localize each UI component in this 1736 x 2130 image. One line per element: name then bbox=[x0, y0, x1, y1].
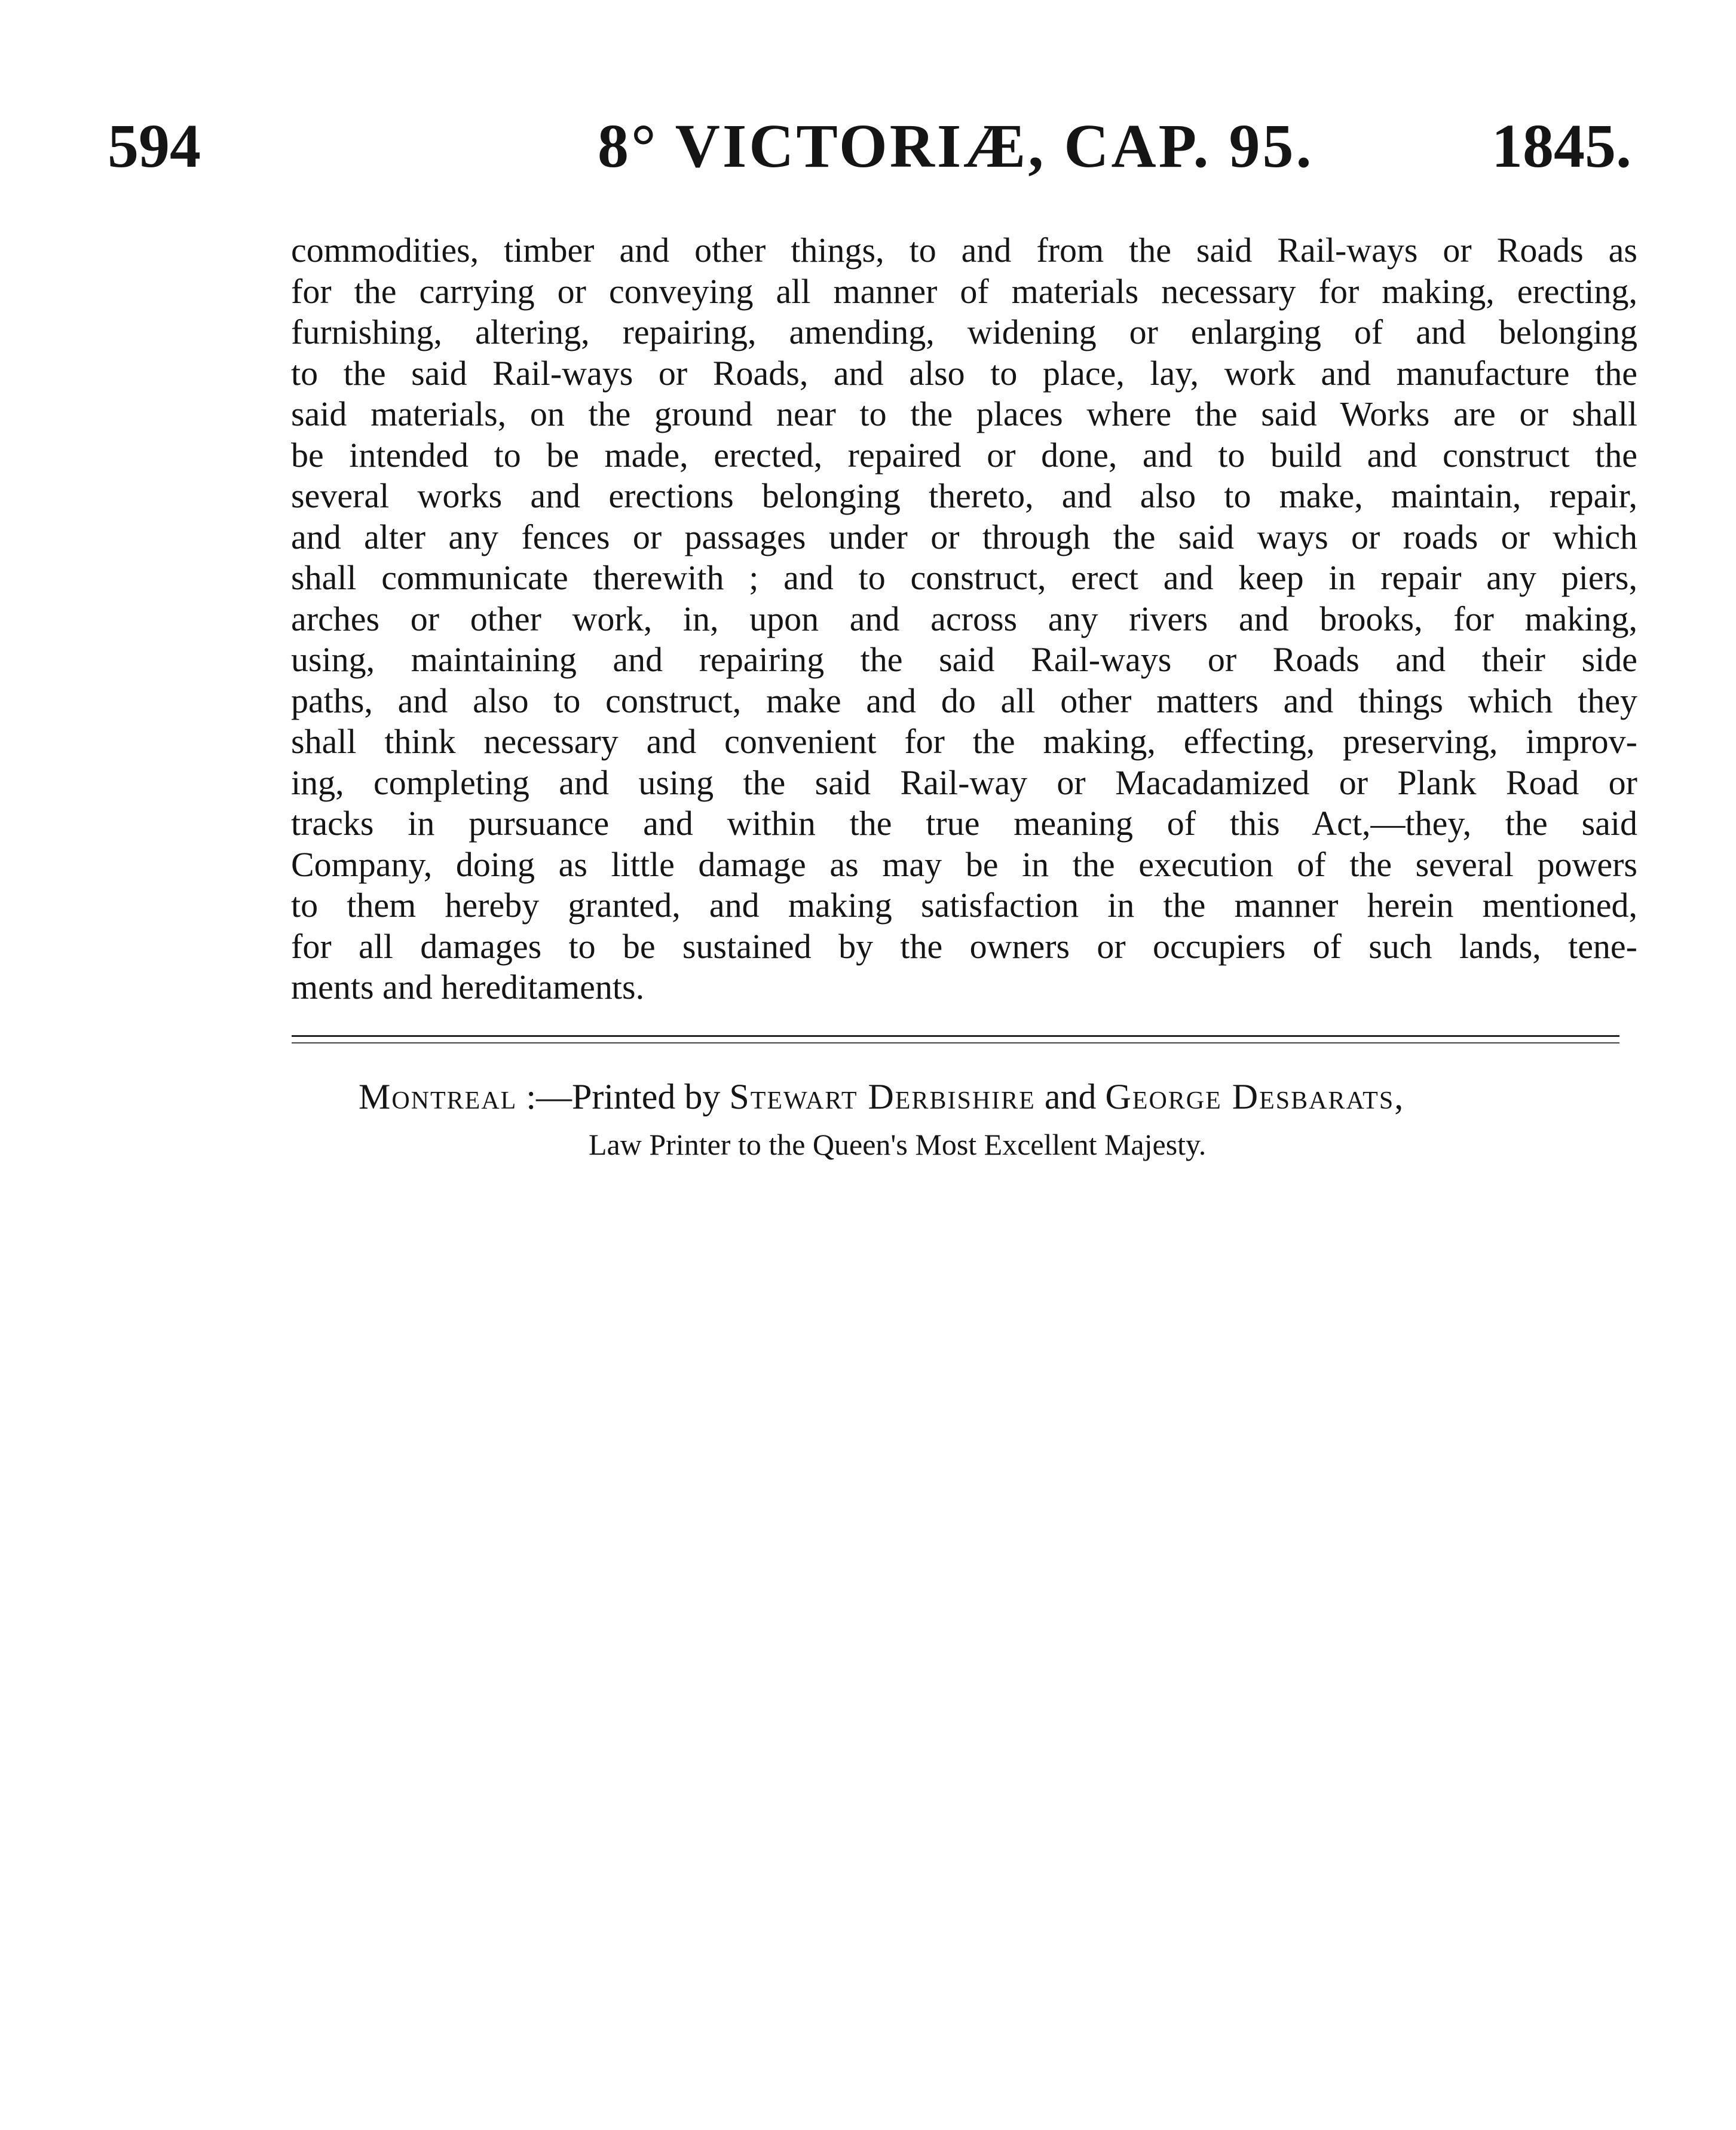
double-rule-divider bbox=[292, 1035, 1619, 1043]
body-line: ing, completing and using the said Rail-way or Macadamized or Plank Road or bbox=[291, 763, 1637, 802]
body-paragraph bbox=[291, 230, 1637, 1008]
body-line: Company, doing as little damage as may be in the execution of the several powers bbox=[291, 844, 1637, 884]
imprint-printer-1: Stewart Derbishire bbox=[729, 1077, 1036, 1116]
page-number: 594 bbox=[108, 112, 201, 180]
body-line: furnishing, altering, repairing, amending, widening or enlarging of and belonging bbox=[291, 313, 1637, 351]
body-line: shall communicate therewith ; and to construct, erect and keep in repair any piers, bbox=[291, 558, 1637, 597]
body-line: arches or other work, in, upon and across any rivers and brooks, for making, bbox=[291, 599, 1637, 638]
imprint-connector: :—Printed by bbox=[517, 1077, 730, 1116]
body-line: tracks in pursuance and within the true meaning of this Act,—they, the said bbox=[291, 804, 1637, 843]
body-line: for all damages to be sustained by the owners or occupiers of such lands, tene- bbox=[291, 926, 1637, 966]
body-line: paths, and also to construct, make and do all other matters and things which they bbox=[291, 681, 1637, 720]
body-line: commodities, timber and other things, to and from the said Rail-ways or Roads as bbox=[291, 231, 1637, 270]
body-line: ments and hereditaments. bbox=[291, 968, 645, 1006]
body-line: several works and erections belonging thereto, and also to make, maintain, repair, bbox=[291, 476, 1637, 515]
running-title: 8° VICTORIÆ, CAP. 95. bbox=[598, 112, 1314, 180]
imprint-subtitle: Law Printer to the Queen's Most Excellent Majesty. bbox=[589, 1128, 1207, 1161]
body-line: using, maintaining and repairing the said Rail-ways or Roads and their side bbox=[291, 640, 1637, 679]
imprint-city: Montreal bbox=[359, 1077, 518, 1116]
imprint-line bbox=[359, 1073, 1560, 1121]
year: 1845. bbox=[1492, 112, 1631, 180]
page-header bbox=[108, 108, 1631, 185]
body-line: be intended to be made, erected, repaired or done, and to build and construct the bbox=[291, 435, 1637, 475]
imprint-trailing: , bbox=[1394, 1077, 1404, 1116]
body-line: to the said Rail-ways or Roads, and also to place, lay, work and manufacture the bbox=[291, 353, 1637, 393]
imprint-printer-2: George Desbarats bbox=[1105, 1077, 1395, 1116]
imprint-and: and bbox=[1035, 1077, 1106, 1116]
body-line: said materials, on the ground near to the places where the said Works are or shall bbox=[291, 394, 1637, 433]
body-line: for the carrying or conveying all manner of materials necessary for making, erecting, bbox=[291, 271, 1637, 311]
body-line: to them hereby granted, and making satisfaction in the manner herein mentioned, bbox=[291, 886, 1637, 925]
body-line: shall think necessary and convenient for the making, effecting, preserving, improv- bbox=[291, 722, 1637, 761]
body-line: and alter any fences or passages under or through the said ways or roads or which bbox=[291, 517, 1637, 556]
